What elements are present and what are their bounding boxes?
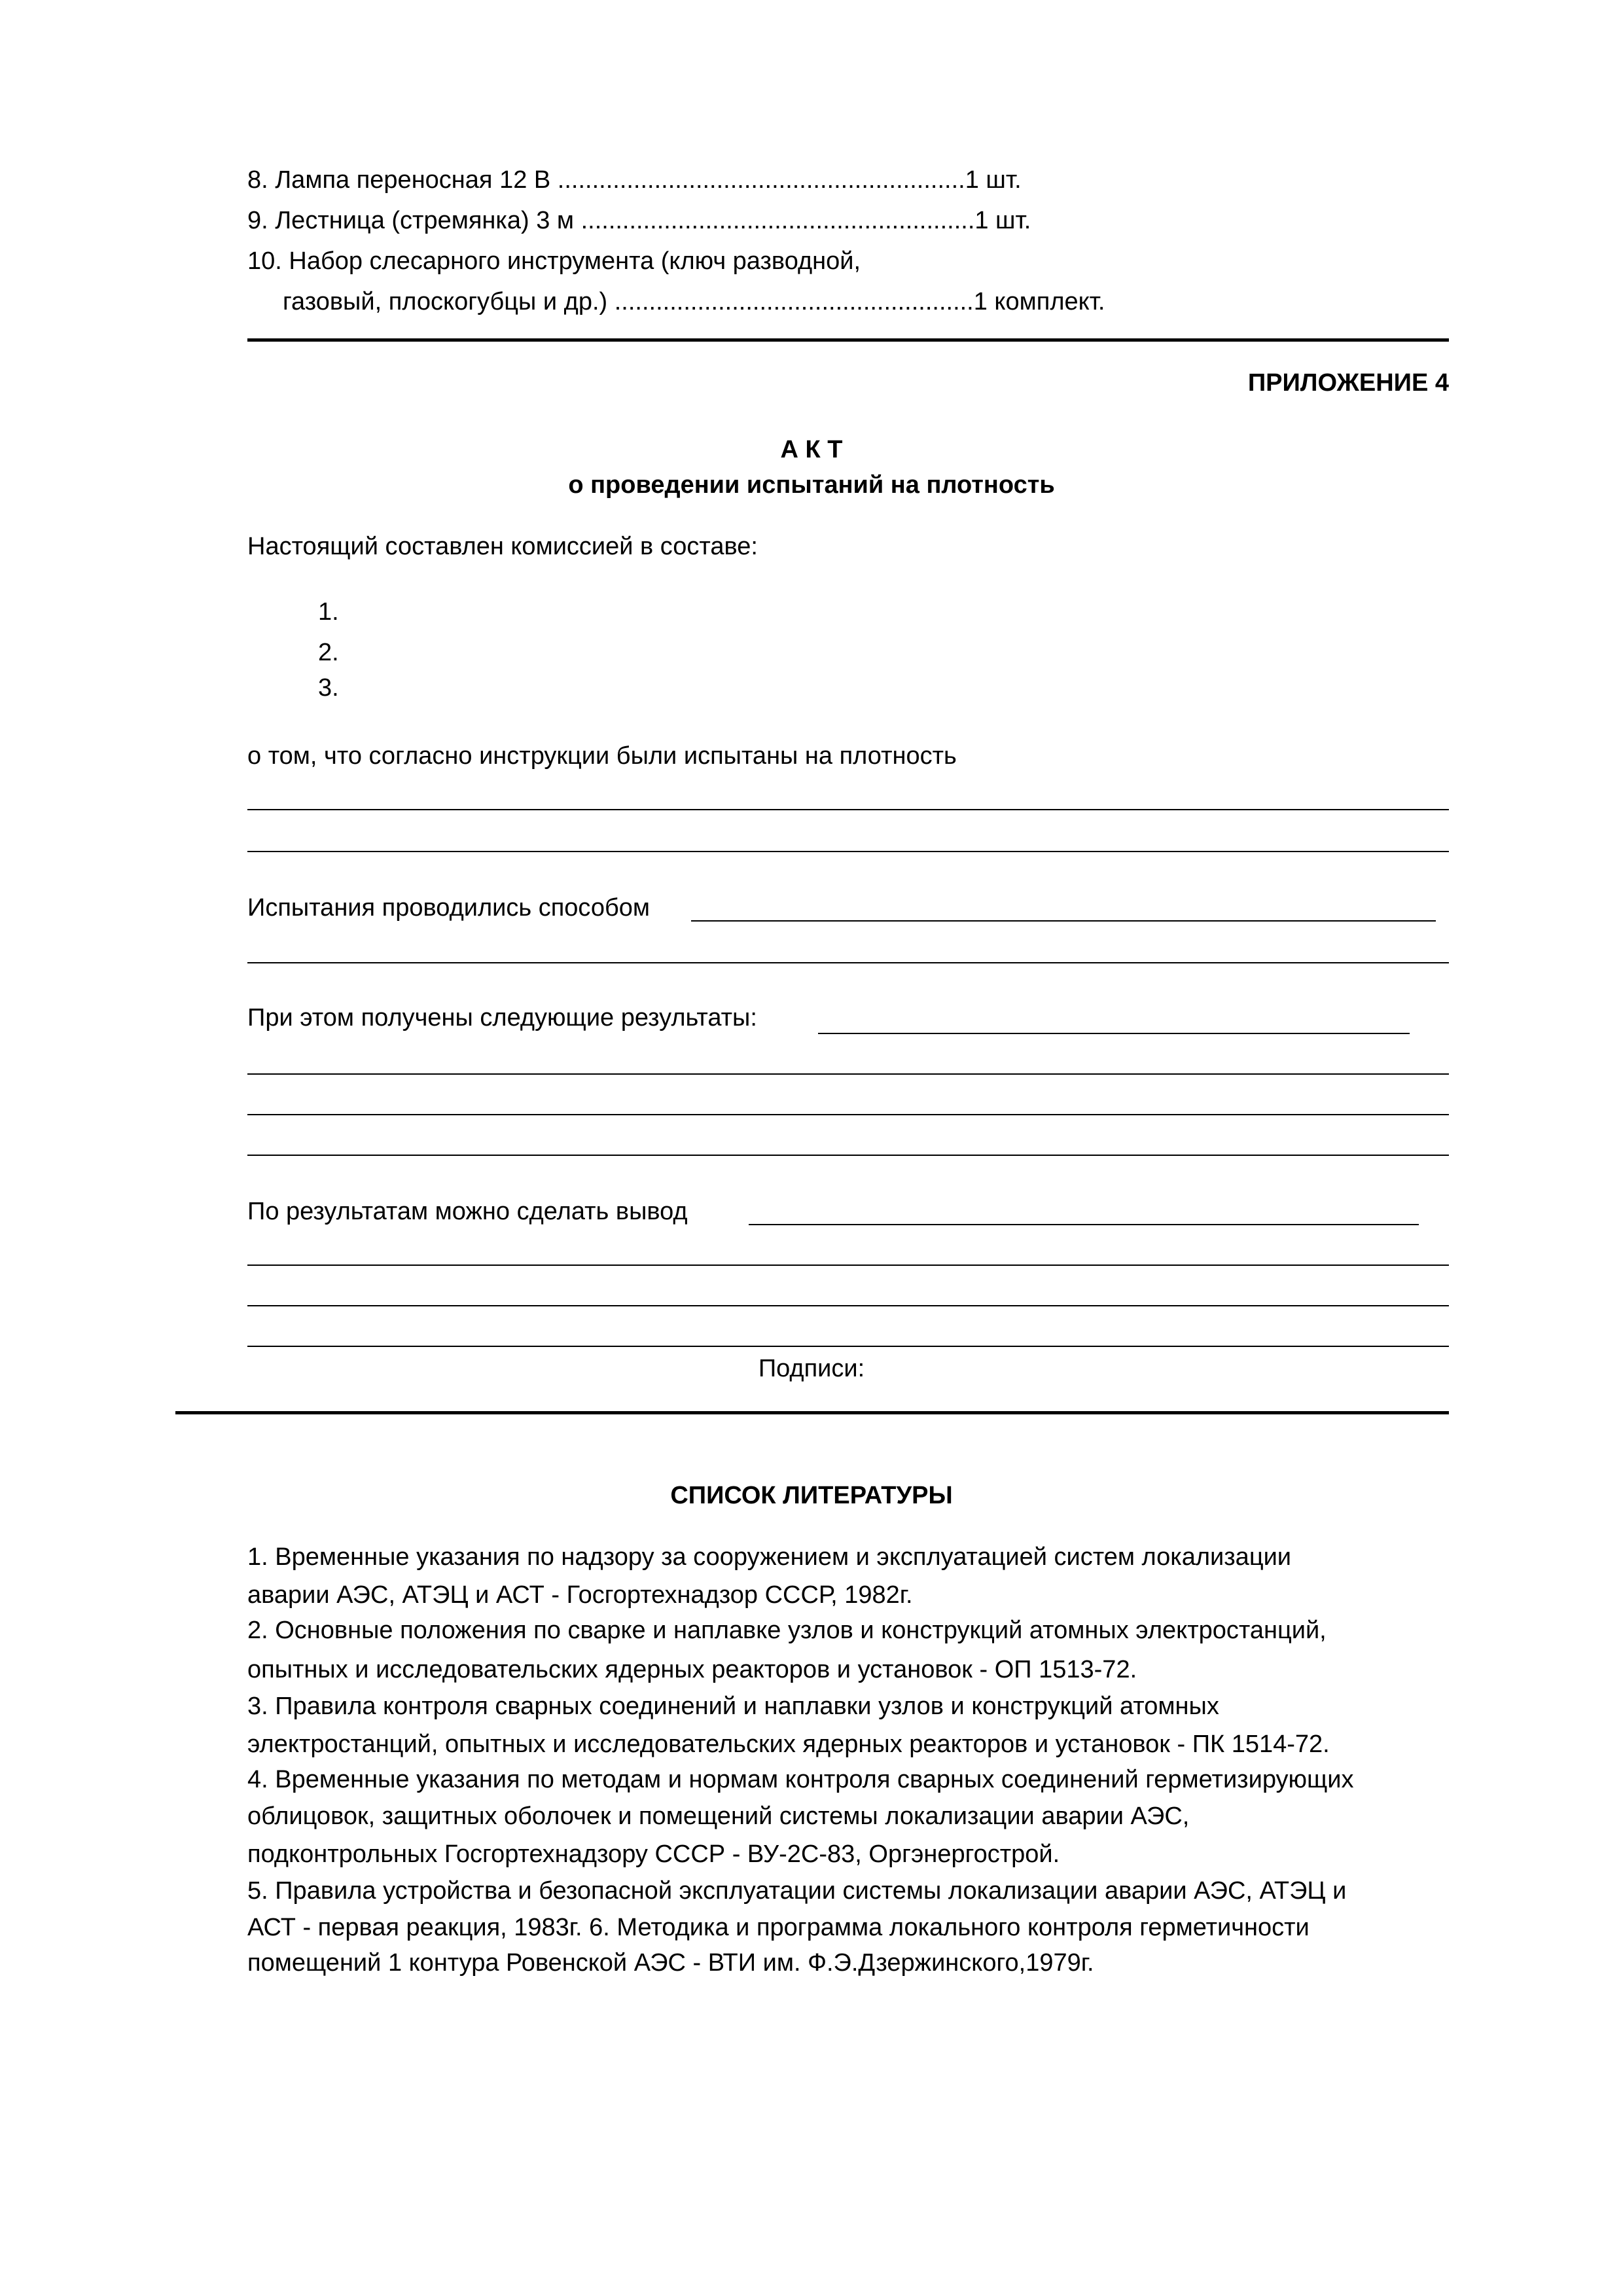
act-intro: Настоящий составлен комиссией в составе: <box>247 533 758 560</box>
fill-line <box>247 851 1449 852</box>
section-divider <box>175 1411 1449 1414</box>
appendix-label: ПРИЛОЖЕНИЕ 4 <box>1247 369 1449 397</box>
section-divider <box>247 338 1449 342</box>
signatures-label: Подписи: <box>758 1355 865 1382</box>
equipment-item-9: 9. Лестница (стремянка) 3 м .........................................................1 шт. <box>247 207 1031 234</box>
fill-line <box>247 1265 1449 1266</box>
fill-line <box>749 1224 1419 1225</box>
act-subtitle: о проведении испытаний на плотность <box>568 471 1055 499</box>
fill-line <box>691 920 1436 922</box>
reference-line: аварии АЭС, АТЭЦ и АСТ - Госгортехнадзор СССР, 1982г. <box>247 1581 913 1609</box>
reference-line: опытных и исследовательских ядерных реакторов и установок - ОП 1513-72. <box>247 1656 1137 1683</box>
reference-line: 5. Правила устройства и безопасной эксплуатации системы локализации аварии АЭС, АТЭЦ и <box>247 1877 1347 1905</box>
tested-label: о том, что согласно инструкции были испытаны на плотность <box>247 742 957 770</box>
fill-line <box>818 1033 1410 1034</box>
member-2: 2. <box>318 639 339 666</box>
reference-line: электростанций, опытных и исследовательских ядерных реакторов и установок - ПК 1514-72. <box>247 1731 1330 1758</box>
fill-line <box>247 1305 1449 1306</box>
equipment-item-10-cont: газовый, плоскогубцы и др.) ....................................................1 комплект. <box>283 288 1105 315</box>
reference-line: 1. Временные указания по надзору за сооружением и эксплуатацией систем локализации <box>247 1543 1292 1571</box>
equipment-item-10: 10. Набор слесарного инструмента (ключ разводной, <box>247 247 861 275</box>
member-1: 1. <box>318 598 339 626</box>
reference-line: помещений 1 контура Ровенской АЭС - ВТИ им. Ф.Э.Дзержинского,1979г. <box>247 1949 1094 1977</box>
reference-line: 4. Временные указания по методам и нормам контроля сварных соединений герметизирующих <box>247 1766 1354 1793</box>
reference-line: 3. Правила контроля сварных соединений и наплавки узлов и конструкций атомных <box>247 1693 1219 1720</box>
references-title: СПИСОК ЛИТЕРАТУРЫ <box>670 1482 953 1509</box>
fill-line <box>247 962 1449 963</box>
fill-line <box>247 1346 1449 1347</box>
reference-line: облицовок, защитных оболочек и помещений системы локализации аварии АЭС, <box>247 1803 1190 1830</box>
reference-line: АСТ - первая реакция, 1983г. 6. Методика и программа локального контроля герметичности <box>247 1914 1310 1941</box>
reference-line: 2. Основные положения по сварке и наплавке узлов и конструкций атомных электростанций, <box>247 1617 1327 1644</box>
fill-line <box>247 1073 1449 1075</box>
equipment-item-8: 8. Лампа переносная 12 В ...........................................................1 шт. <box>247 166 1022 194</box>
fill-line <box>247 809 1449 810</box>
fill-line <box>247 1114 1449 1115</box>
member-3: 3. <box>318 674 339 702</box>
method-label: Испытания проводились способом <box>247 894 651 922</box>
conclusion-label: По результатам можно сделать вывод <box>247 1198 688 1225</box>
reference-line: подконтрольных Госгортехнадзору СССР - ВУ-2С-83, Оргэнергострой. <box>247 1840 1060 1868</box>
act-title: А К Т <box>780 436 843 463</box>
fill-line <box>247 1155 1449 1156</box>
results-label: При этом получены следующие результаты: <box>247 1004 757 1031</box>
